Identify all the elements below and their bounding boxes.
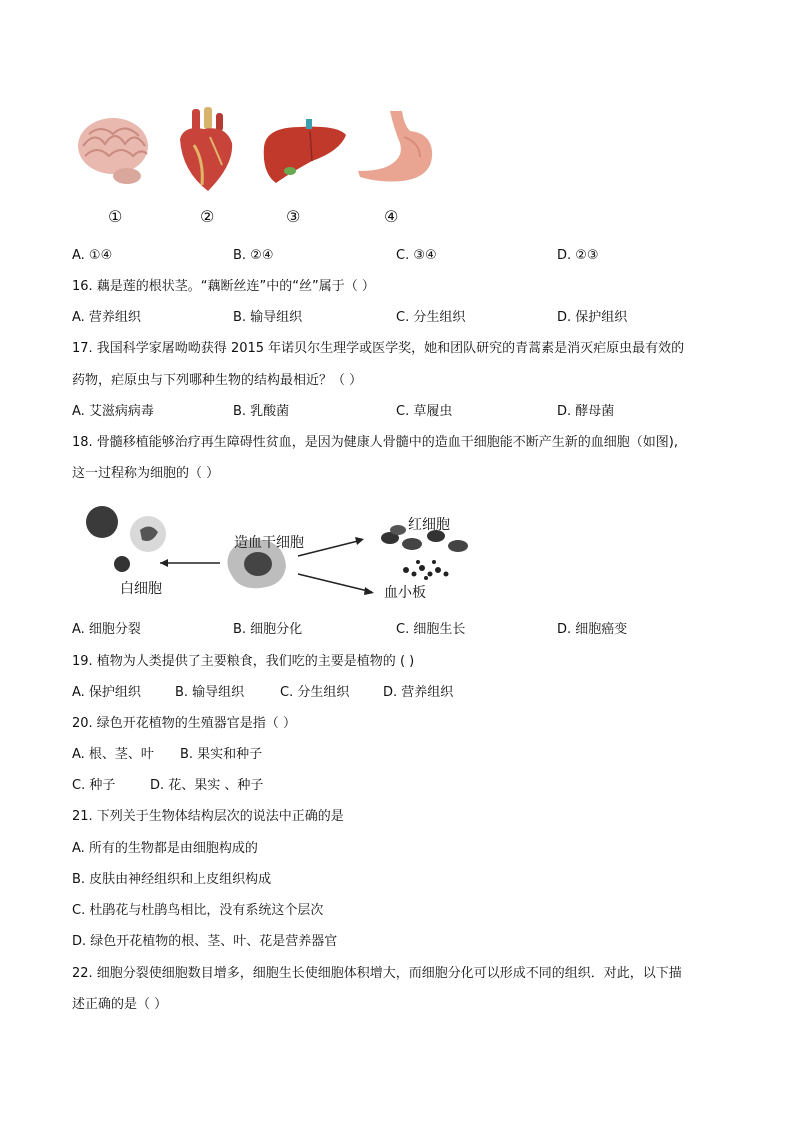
- stem-cell-nucleus: [244, 552, 272, 576]
- q22-stem-line1: 22. 细胞分裂使细胞数目增多，细胞生长使细胞体积增大，而细胞分化可以形成不同的组织．对此，以下描: [72, 966, 682, 981]
- brain-image: [75, 110, 155, 190]
- q18-stem-line1: 18. 骨髓移植能够治疗再生障碍性贫血，是因为健康人骨髓中的造血干细胞能不断产生新的血细胞（如图),: [72, 435, 679, 450]
- q20-option-a[interactable]: A. 根、茎、叶: [72, 747, 154, 762]
- q15-option-a[interactable]: A. ①④: [72, 248, 113, 263]
- organ-label-1: ①: [108, 207, 123, 226]
- q16-option-a[interactable]: A. 营养组织: [72, 310, 141, 325]
- q17-option-d[interactable]: D. 酵母菌: [557, 404, 615, 419]
- q20-option-d[interactable]: D. 花、果实 、种子: [150, 778, 264, 793]
- q16-stem: 16. 藕是莲的根状茎。“藕断丝连”中的“丝”属于（ ）: [72, 279, 375, 294]
- q20-option-b[interactable]: B. 果实和种子: [180, 747, 263, 762]
- label-white-cell: 白细胞: [120, 581, 162, 597]
- arrow-to-platelet: [298, 574, 372, 592]
- heart-image: [170, 105, 240, 195]
- q21-option-d[interactable]: D. 绿色开花植物的根、茎、叶、花是营养器官: [72, 934, 338, 949]
- q15-option-c[interactable]: C. ③④: [396, 248, 437, 263]
- q17-option-a[interactable]: A. 艾滋病病毒: [72, 404, 154, 419]
- q17-option-b[interactable]: B. 乳酸菌: [233, 404, 290, 419]
- q21-option-c[interactable]: C. 杜鹃花与杜鹃鸟相比，没有系统这个层次: [72, 903, 324, 918]
- platelets: [403, 560, 449, 580]
- q20-stem: 20. 绿色开花植物的生殖器官是指（ ）: [72, 716, 296, 731]
- q19-option-a[interactable]: A. 保护组织: [72, 685, 141, 700]
- q15-option-b[interactable]: B. ②④: [233, 248, 274, 263]
- q19-option-c[interactable]: C. 分生组织: [280, 685, 350, 700]
- q21-option-a[interactable]: A. 所有的生物都是由细胞构成的: [72, 841, 258, 856]
- stomach-image: [350, 107, 440, 192]
- q17-stem-line2: 药物，疟原虫与下列哪种生物的结构最相近？（ ）: [72, 373, 363, 388]
- organ-label-2: ②: [200, 207, 215, 226]
- q18-option-d[interactable]: D. 细胞癌变: [557, 622, 628, 637]
- red-cell: [390, 525, 406, 535]
- q22-stem-line2: 述正确的是（ ）: [72, 997, 168, 1012]
- white-cell-1: [86, 506, 118, 538]
- label-red-cell: 红细胞: [408, 517, 450, 533]
- q16-option-b[interactable]: B. 输导组织: [233, 310, 303, 325]
- organ-label-3: ③: [286, 207, 301, 226]
- q16-option-c[interactable]: C. 分生组织: [396, 310, 466, 325]
- q18-stem-line2: 这一过程称为细胞的（ ）: [72, 466, 220, 481]
- q17-stem-line1: 17. 我国科学家屠呦呦获得 2015 年诺贝尔生理学或医学奖，她和团队研究的青蒿素是消灭疟原虫最有效的: [72, 341, 685, 356]
- q15-option-d[interactable]: D. ②③: [557, 248, 599, 263]
- q18-option-a[interactable]: A. 细胞分裂: [72, 622, 141, 637]
- q19-stem: 19. 植物为人类提供了主要粮食，我们吃的主要是植物的 ( ): [72, 654, 415, 669]
- q17-option-c[interactable]: C. 草履虫: [396, 404, 453, 419]
- organ-label-4: ④: [384, 207, 399, 226]
- blood-cell-figure: [80, 500, 480, 610]
- label-stem-cell: 造血干细胞: [234, 535, 304, 551]
- q18-option-c[interactable]: C. 细胞生长: [396, 622, 466, 637]
- arrow-to-red: [298, 540, 362, 556]
- red-cell: [402, 538, 422, 550]
- white-cell-3: [114, 556, 130, 572]
- q19-option-d[interactable]: D. 营养组织: [383, 685, 454, 700]
- q19-option-b[interactable]: B. 输导组织: [175, 685, 245, 700]
- q21-stem: 21. 下列关于生物体结构层次的说法中正确的是: [72, 809, 344, 824]
- label-platelet: 血小板: [384, 585, 426, 601]
- liver-image: [260, 117, 350, 187]
- q16-option-d[interactable]: D. 保护组织: [557, 310, 628, 325]
- q21-option-b[interactable]: B. 皮肤由神经组织和上皮组织构成: [72, 872, 272, 887]
- q18-option-b[interactable]: B. 细胞分化: [233, 622, 303, 637]
- organ-figure: [70, 105, 450, 235]
- red-cell: [448, 540, 468, 552]
- q20-option-c[interactable]: C. 种子: [72, 778, 116, 793]
